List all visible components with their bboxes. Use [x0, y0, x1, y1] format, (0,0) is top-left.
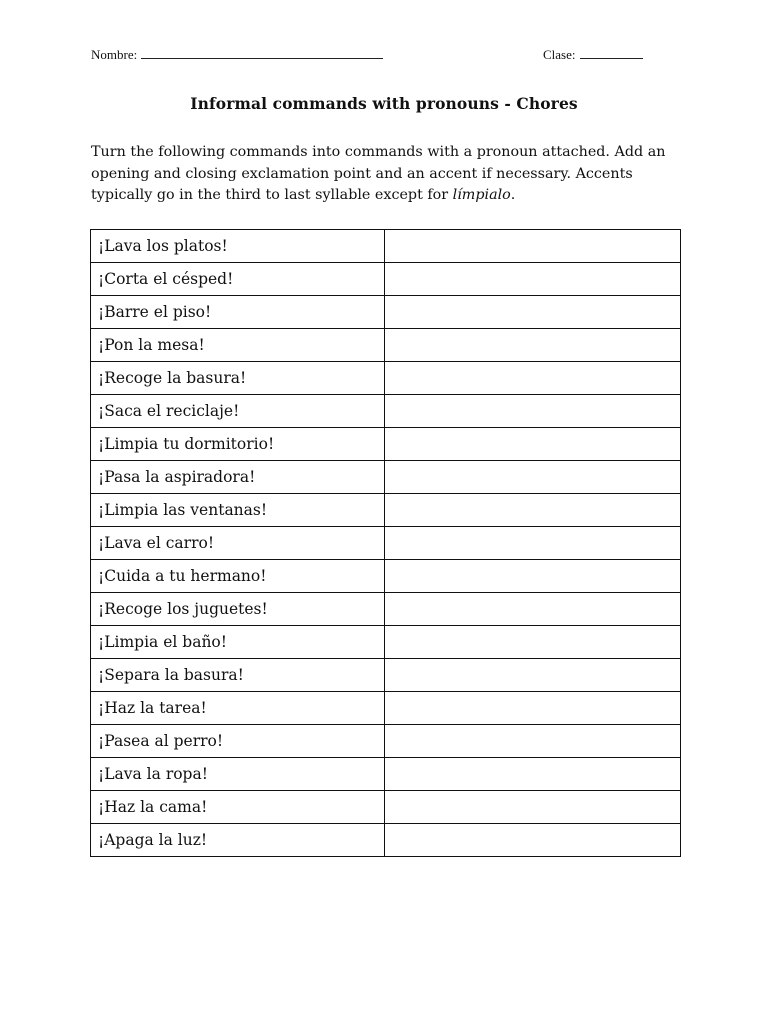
- command-cell: ¡Saca el reciclaje!: [91, 395, 385, 428]
- table-row: [91, 362, 681, 395]
- command-cell: ¡Recoge los juguetes!: [91, 593, 385, 626]
- command-cell: ¡Apaga la luz!: [91, 824, 385, 857]
- command-cell: ¡Haz la tarea!: [91, 692, 385, 725]
- answer-cell[interactable]: [385, 296, 681, 329]
- instructions-paragraph: [91, 142, 681, 207]
- commands-table-body: [91, 230, 681, 857]
- table-row: [91, 329, 681, 362]
- command-cell: ¡Lava los platos!: [91, 230, 385, 263]
- student-info-header: [91, 46, 651, 64]
- table-row: [91, 296, 681, 329]
- table-row: [91, 461, 681, 494]
- table-row: [91, 263, 681, 296]
- answer-cell[interactable]: [385, 395, 681, 428]
- answer-cell[interactable]: [385, 527, 681, 560]
- command-cell: ¡Lava la ropa!: [91, 758, 385, 791]
- table-row: [91, 593, 681, 626]
- answer-cell[interactable]: [385, 791, 681, 824]
- table-row: [91, 791, 681, 824]
- answer-cell[interactable]: [385, 329, 681, 362]
- table-row: [91, 758, 681, 791]
- class-blank-line[interactable]: [580, 46, 643, 59]
- class-label: Clase:: [543, 47, 576, 62]
- worksheet-title: Informal commands with pronouns - Chores: [190, 94, 578, 113]
- command-cell: ¡Corta el césped!: [91, 263, 385, 296]
- answer-cell[interactable]: [385, 494, 681, 527]
- answer-cell[interactable]: [385, 362, 681, 395]
- class-field: [543, 46, 643, 63]
- answer-cell[interactable]: [385, 230, 681, 263]
- table-row: [91, 626, 681, 659]
- table-row: [91, 230, 681, 263]
- instructions-text-end: .: [510, 187, 516, 203]
- table-row: [91, 824, 681, 857]
- name-field: [91, 46, 383, 63]
- command-cell: ¡Barre el piso!: [91, 296, 385, 329]
- table-row: [91, 560, 681, 593]
- answer-cell[interactable]: [385, 659, 681, 692]
- answer-cell[interactable]: [385, 263, 681, 296]
- table-row: [91, 527, 681, 560]
- answer-cell[interactable]: [385, 758, 681, 791]
- command-cell: ¡Pon la mesa!: [91, 329, 385, 362]
- answer-cell[interactable]: [385, 461, 681, 494]
- table-row: [91, 494, 681, 527]
- command-cell: ¡Cuida a tu hermano!: [91, 560, 385, 593]
- answer-cell[interactable]: [385, 428, 681, 461]
- table-row: [91, 659, 681, 692]
- command-cell: ¡Pasa la aspiradora!: [91, 461, 385, 494]
- answer-cell[interactable]: [385, 626, 681, 659]
- table-row: [91, 395, 681, 428]
- table-row: [91, 692, 681, 725]
- instructions-text: Turn the following commands into commands with a pronoun attached. Add an opening and closing exclamation point and an accent if necessary. Accents typically go in the third to last syllable except for: [91, 144, 666, 203]
- command-cell: ¡Limpia tu dormitorio!: [91, 428, 385, 461]
- answer-cell[interactable]: [385, 593, 681, 626]
- command-cell: ¡Lava el carro!: [91, 527, 385, 560]
- answer-cell[interactable]: [385, 560, 681, 593]
- name-label: Nombre:: [91, 47, 138, 62]
- command-cell: ¡Limpia las ventanas!: [91, 494, 385, 527]
- table-row: [91, 725, 681, 758]
- command-cell: ¡Separa la basura!: [91, 659, 385, 692]
- command-cell: ¡Haz la cama!: [91, 791, 385, 824]
- answer-cell[interactable]: [385, 824, 681, 857]
- command-cell: ¡Limpia el baño!: [91, 626, 385, 659]
- answer-cell[interactable]: [385, 692, 681, 725]
- command-cell: ¡Pasea al perro!: [91, 725, 385, 758]
- name-blank-line[interactable]: [141, 46, 383, 59]
- table-row: [91, 428, 681, 461]
- commands-table: [90, 229, 681, 857]
- command-cell: ¡Recoge la basura!: [91, 362, 385, 395]
- answer-cell[interactable]: [385, 725, 681, 758]
- instructions-emphasis: límpialo: [452, 187, 511, 203]
